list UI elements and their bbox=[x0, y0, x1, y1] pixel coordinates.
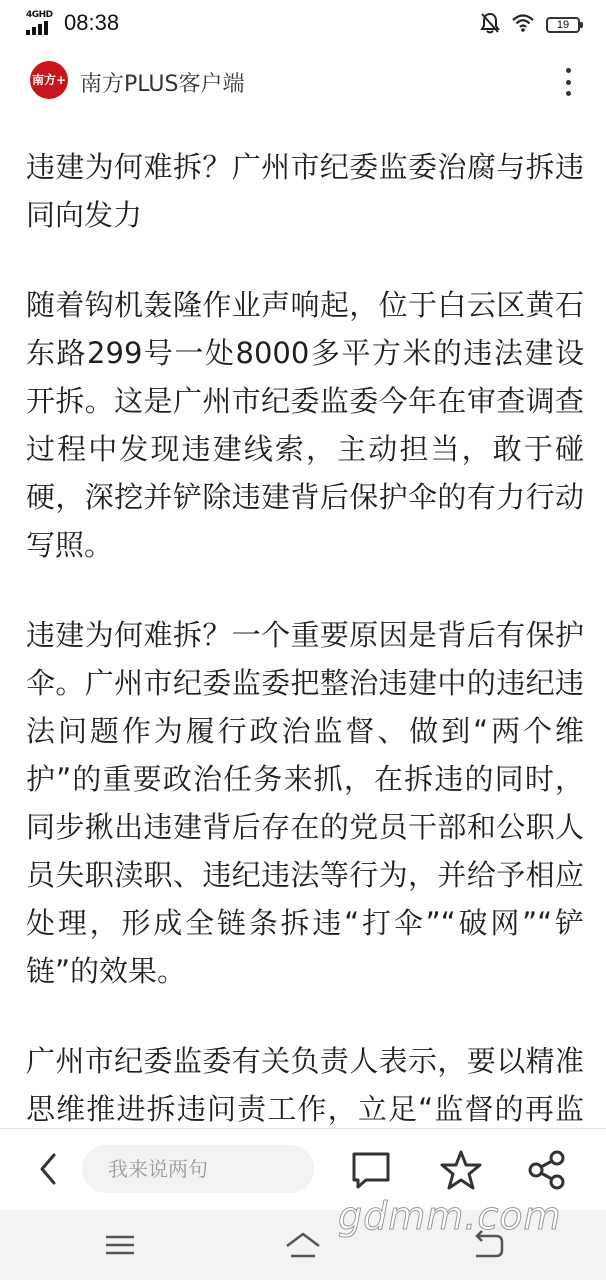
watermark: gdmm.com bbox=[338, 1194, 562, 1238]
mute-icon bbox=[480, 12, 500, 38]
back-icon[interactable] bbox=[30, 1147, 66, 1191]
article-paragraph: 广州市纪委监委有关负责人表示，要以精准思维推进拆违问责工作，立足“监督的再监 bbox=[26, 1044, 584, 1126]
battery-indicator: 19 bbox=[546, 17, 580, 33]
star-icon[interactable] bbox=[440, 1149, 482, 1191]
article-paragraph: 违建为何难拆？一个重要原因是背后有保护伞。广州市纪委监委把整治违建中的违纪违法问题作为履行政治监督、做到“两个维护”的重要政治任务来抓，在拆违的同时，同步揪出违建背后存在的党员干部和公职人员失职渎职、违纪违法等行为，并给予相应处理，形成全链条拆违“打伞”“破网”“铲链”的效果。 bbox=[26, 618, 584, 988]
article-content bbox=[26, 143, 584, 1128]
home-icon[interactable] bbox=[283, 1228, 323, 1262]
clock: 08:38 bbox=[64, 10, 120, 35]
signal-icon bbox=[26, 10, 56, 36]
comment-input[interactable] bbox=[82, 1145, 314, 1193]
more-options-icon[interactable] bbox=[564, 68, 572, 96]
share-icon[interactable] bbox=[526, 1149, 568, 1191]
article-title: 违建为何难拆？广州市纪委监委治腐与拆违同向发力 bbox=[26, 150, 584, 232]
article-paragraph: 随着钩机轰隆作业声响起，位于白云区黄石东路299号一处8000多平方米的违法建设开拆。这是广州市纪委监委今年在审查调查过程中发现违建线索，主动担当，敢于碰硬，深挖并铲除违建背后保护伞的有力行动写照。 bbox=[26, 288, 584, 562]
status-bar bbox=[0, 0, 606, 48]
app-header bbox=[0, 52, 606, 112]
app-title: 南方PLUS客户端 bbox=[80, 72, 245, 97]
comment-icon[interactable] bbox=[350, 1149, 392, 1191]
menu-icon[interactable] bbox=[100, 1228, 140, 1262]
wifi-icon bbox=[512, 14, 534, 36]
network-type: 4GHD bbox=[26, 10, 53, 20]
app-logo: 南方+ bbox=[30, 61, 68, 99]
